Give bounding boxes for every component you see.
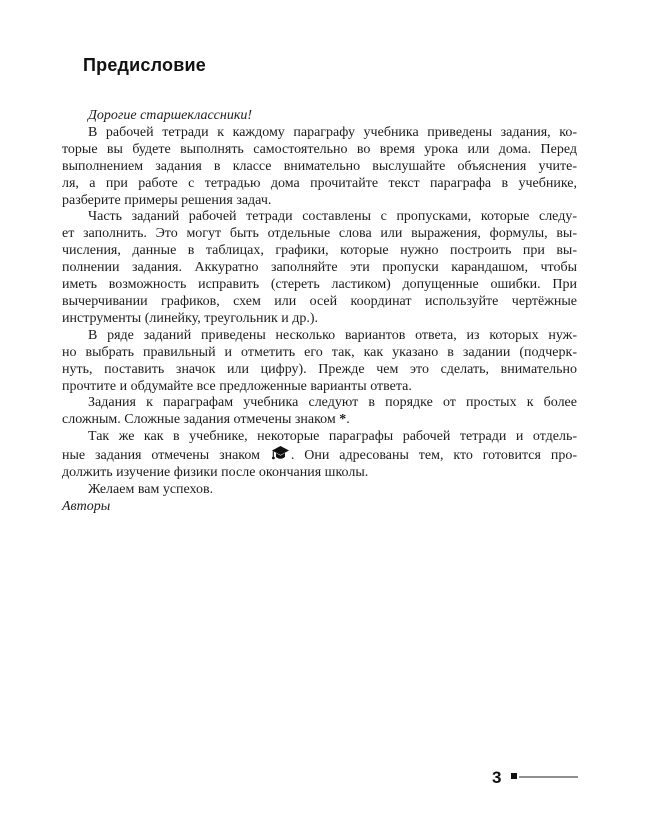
text-line: инструменты (линейку, треугольник и др.). — [62, 310, 319, 326]
text-line: Так же как в учебнике, некоторые параграфы рабочей тетради и отдель- — [88, 429, 577, 445]
footer-rule — [519, 776, 578, 778]
text-line: иметь возможность исправить (стереть ластиком) допущенные ошибки. При — [62, 277, 577, 293]
text-line: числения, данные в таблицах, графики, которые нужно построить при вы- — [62, 243, 577, 259]
text-segment: сложным. Сложные задания отмечены знаком — [62, 412, 340, 428]
section-title: Предисловие — [83, 55, 206, 75]
text-segment: . Они адресованы тем, кто готовится про- — [290, 448, 577, 464]
text-line — [62, 446, 577, 465]
graduation-cap-icon — [272, 446, 289, 461]
text-line: разберите примеры решения задач. — [62, 192, 272, 208]
text-line: должить изучение физики после окончания школы. — [62, 465, 369, 481]
body-text — [62, 108, 577, 516]
text-line: Желаем вам успехов. — [88, 481, 214, 497]
text-line: Задания к параграфам учебника следуют в порядке от простых к более — [88, 395, 577, 411]
text-segment: . — [346, 412, 350, 428]
text-line: ля, а при работе с тетрадью дома прочитайте текст параграфа в учебнике, — [62, 175, 577, 191]
text-line: но выбрать правильный и отметить его так, как указано в задании (подчерк- — [62, 344, 577, 360]
page-number: 3 — [492, 768, 502, 787]
page-footer — [0, 766, 650, 788]
greeting-line: Дорогие старшеклассники! — [88, 108, 253, 123]
text-segment: ные задания отмечены знаком — [62, 448, 270, 464]
text-line: нуть, поставить значок или цифру). Прежде чем это сделать, внимательно — [62, 361, 577, 377]
text-line: Часть заданий рабочей тетради составлены с пропусками, которые следу- — [88, 209, 577, 225]
text-line: торые вы будете выполнять самостоятельно во время урока или дома. Перед — [62, 141, 577, 157]
text-line: полнении задания. Аккуратно заполняйте эти пропуски карандашом, чтобы — [62, 260, 577, 276]
authors-signature: Авторы — [62, 498, 111, 514]
text-line: В рабочей тетради к каждому параграфу учебника приведены задания, ко- — [88, 124, 577, 140]
text-line: выполнением задания в классе внимательно выслушайте объяснения учите- — [62, 158, 577, 174]
text-line: ет заполнить. Это могут быть отдельные слова или выражения, формулы, вы- — [62, 226, 577, 242]
footer-square-marker — [511, 773, 517, 779]
text-line: В ряде заданий приведены несколько вариантов ответа, из которых нуж- — [88, 327, 577, 343]
asterisk-marker: * — [339, 412, 347, 428]
text-line — [62, 412, 577, 429]
text-line: вычерчивании графиков, схем или осей координат используйте чертёжные — [62, 293, 577, 309]
text-line: прочтите и обдумайте все предложенные варианты ответа. — [62, 378, 412, 394]
